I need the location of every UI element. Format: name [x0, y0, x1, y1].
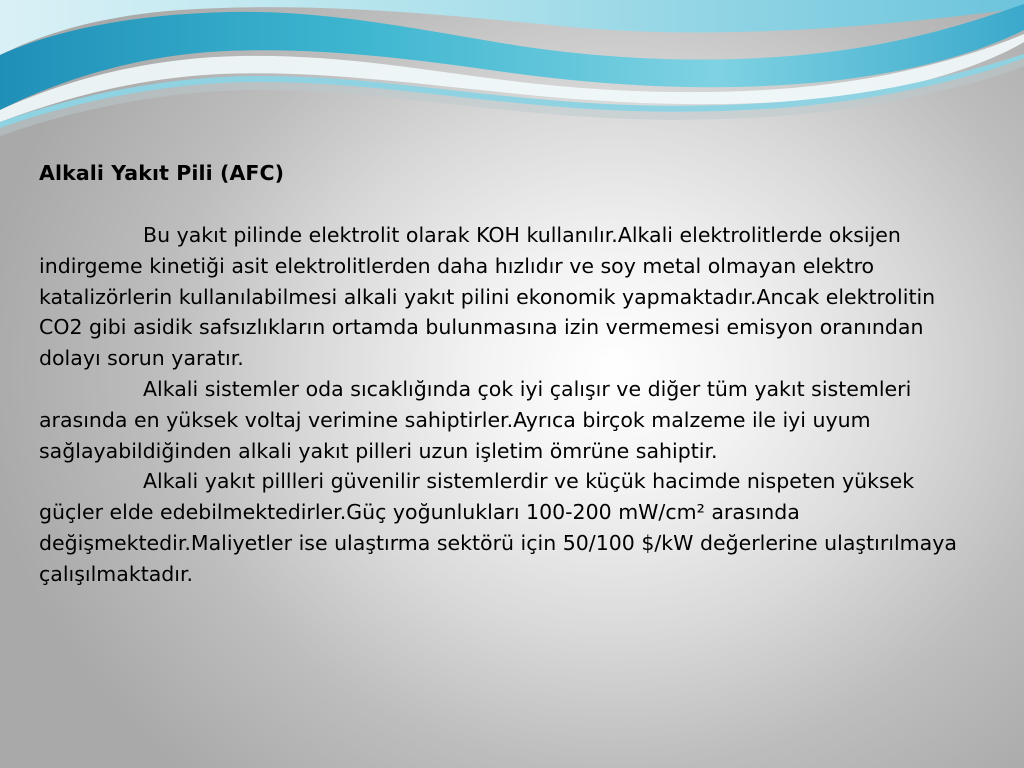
slide-content [39, 158, 959, 590]
title-spacer [39, 188, 959, 220]
header-wave-decoration [0, 0, 1024, 140]
paragraph-2: Alkali sistemler oda sıcaklığında çok iyi çalışır ve diğer tüm yakıt sistemleri arasında en yüksek voltaj verimine sahiptirler.Ayrıca birçok malzeme ile iyi uyum sağlayabildiğinden alkali yakıt pilleri uzun işletim ömrüne sahiptir. [39, 376, 912, 463]
paragraph-3: Alkali yakıt pillleri güvenilir sistemlerdir ve küçük hacimde nispeten yüksek güçler elde edebilmektedirler.Güç yoğunlukları 100-200 mW/cm² arasında değişmektedir.Maliyetler ise ulaştırma sektörü için 50/100 $/kW değerlerine ulaştırılmaya çalışılmaktadır. [39, 469, 957, 586]
slide-title: Alkali Yakıt Pili (AFC) [39, 161, 285, 185]
paragraph-1: Bu yakıt pilinde elektrolit olarak KOH kullanılır.Alkali elektrolitlerde oksijen indirgeme kinetiği asit elektrolitlerden daha hızlıdır ve soy metal olmayan elektro katalizörlerin kullanılabilmesi alkali yakıt pilini ekonomik yapmaktadır.Ancak elektrolitin CO2 gibi asidik safsızlıkların ortamda bulunmasına izin vermemesi emisyon oranından dolayı sorun yaratır. [39, 223, 936, 371]
